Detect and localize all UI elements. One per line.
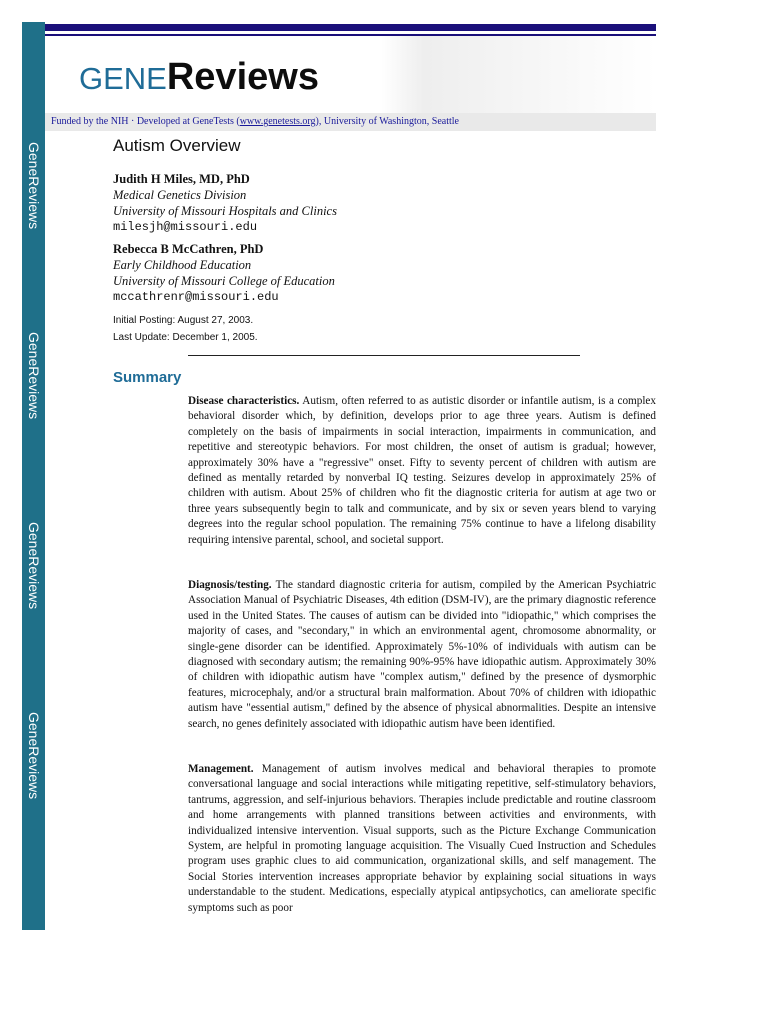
genereviews-logo[interactable] — [79, 56, 319, 99]
funding-suffix: ), University of Washington, Seattle — [315, 116, 459, 127]
disease-text: Autism, often referred to as autistic disorder or infantile autism, is a complex behavioral disorder which, by definition, develops prior to age three years. Autism is defined completely on the basis of impairments in social interaction, impairments in communication, and repetitive and stereotypic behaviors. For most children, the onset of autism is gradual; however, approximately 30% have a "regressive" onset. Fifty to seventy percent of children with autism are defined as mentally retarded by nonverbal IQ testing. Seizures develop in approximately 25% of children with autism. About 25% of children who fit the diagnostic criteria for autism at age two or three years subsequently begin to talk and communicate, and by six or seven years blend to varying degrees into the regular school population. The remaining 75% continue to have a lifelong disability requiring intensive parental, school, and societal support. — [188, 395, 656, 546]
last-update: Last Update: December 1, 2005. — [113, 332, 258, 343]
logo-reviews-text: Reviews — [166, 56, 319, 98]
genetests-link[interactable]: www.genetests.org — [239, 116, 316, 127]
diagnosis-text: The standard diagnostic criteria for autism, compiled by the American Psychiatric Association Manual of Psychiatric Diseases, 4th edition (DSM-IV), are the primary diagnostic reference used in the United States. The causes of autism can be divided into "idiopathic," which comprises the majority of cases, and "secondary," in which an environmental agent, chromosome abnormality, or single-gene disorder can be identified. Approximately 5%-10% of individuals with autism can be diagnosed with secondary autism; the remaining 90%-95% have idiopathic autism. Approximately 30% of children with idiopathic autism have "complex autism," defined by the presence of dysmorphic features, microcephaly, and/or a structural brain malformation. About 70% of children with idiopathic autism have "essential autism," defined by the absence of physical abnormalities. Despite an intensive search, no genes definitely associated with idiopathic autism have been identified. — [188, 579, 656, 730]
management-label: Management. — [188, 763, 254, 775]
diagnosis-label: Diagnosis/testing. — [188, 579, 272, 591]
author-institution: University of Missouri Hospitals and Clinics — [113, 204, 337, 218]
author-name: Rebecca B McCathren, PhD — [113, 242, 264, 256]
author-department: Medical Genetics Division — [113, 188, 247, 202]
author-email[interactable]: mccathrenr@missouri.edu — [113, 290, 279, 304]
funding-prefix: Funded by the NIH · Developed at GeneTests ( — [51, 116, 240, 127]
diagnosis-testing-paragraph — [188, 578, 656, 732]
summary-heading: Summary — [113, 369, 182, 386]
author-email[interactable]: milesjh@missouri.edu — [113, 220, 258, 234]
author-block-1 — [113, 171, 337, 235]
disease-label: Disease characteristics. — [188, 395, 300, 407]
funding-bar — [45, 113, 656, 131]
divider-rule — [188, 355, 580, 356]
management-text: Management of autism involves medical and behavioral therapies to promote conversational language and social interactions while mitigating repetitive, self-stimulatory behaviors, tantrums, aggression, and self-injurious behaviors. Therapies include predictable and routine classroom and home arrangements with planned transitions between activities and environments, with individualized intensive intervention. Visual supports, such as the Picture Exchange Communication System, are helpful in promoting language acquisition. The Visually Cued Instruction and Schedules program uses graphic clues to aid communication, organizational skills, and self management. The Social Stories intervention increases appropriate behavior by explaining social situations in ways understandable to the student. Medications, especially atypical antipsychotics, can ameliorate specific symptoms such as poor — [188, 763, 656, 914]
author-department: Early Childhood Education — [113, 258, 252, 272]
left-sidebar: GeneReviews GeneReviews GeneReviews GeneReviews — [22, 22, 45, 930]
page-title: Autism Overview — [113, 136, 241, 155]
logo-gene-text: GENE — [79, 61, 167, 96]
header-top-bar — [45, 24, 656, 31]
author-institution: University of Missouri College of Education — [113, 274, 335, 288]
author-block-2 — [113, 241, 335, 305]
management-paragraph — [188, 762, 656, 916]
author-name: Judith H Miles, MD, PhD — [113, 172, 250, 186]
disease-characteristics-paragraph — [188, 394, 656, 548]
initial-posting: Initial Posting: August 27, 2003. — [113, 315, 254, 326]
